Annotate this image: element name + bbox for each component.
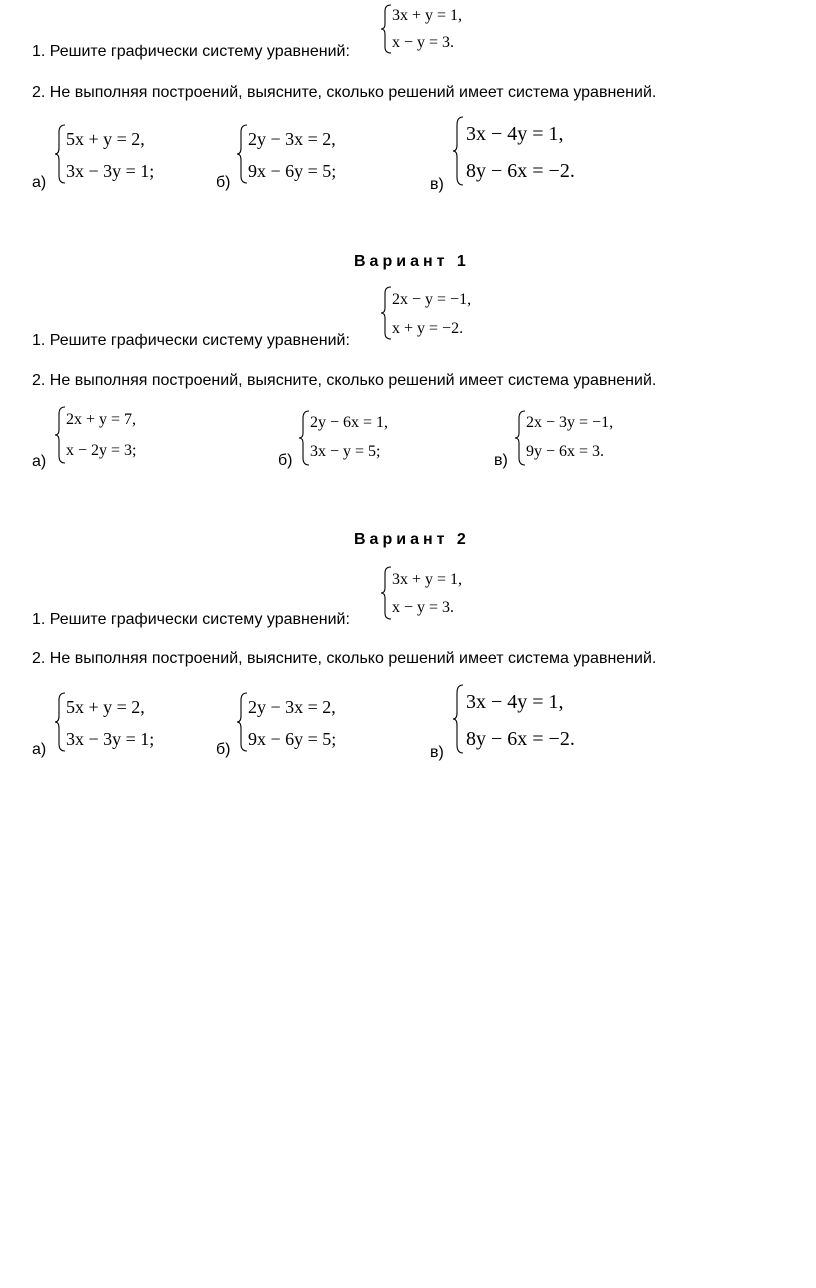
equation: 3x − 3y = 1; — [66, 161, 155, 181]
equation: 2x + y = 7, — [66, 411, 137, 428]
equation: 2y − 3x = 2, — [248, 697, 336, 717]
equation: 5x + y = 2, — [66, 129, 145, 149]
equation: x + y = −2. — [392, 320, 464, 337]
item-label-v: в) — [430, 744, 444, 761]
equation: 8y − 6x = −2. — [466, 160, 575, 182]
item-label-b: б) — [216, 741, 231, 758]
item-label-a: а) — [32, 174, 47, 191]
top-item-a-system — [54, 124, 174, 184]
v1-item-v-system — [514, 410, 634, 466]
item-label-a: а) — [32, 741, 47, 758]
equation: 5x + y = 2, — [66, 697, 145, 717]
equation: 3x − 4y = 1, — [466, 691, 564, 713]
equation: x − y = 3. — [392, 599, 455, 616]
equation: 9y − 6x = 3. — [526, 443, 605, 460]
variant2-heading: Вариант 2 — [354, 531, 470, 548]
equation: 8y − 6x = −2. — [466, 728, 575, 750]
equation: 3x − 4y = 1, — [466, 123, 564, 145]
task2-label: 2. Не выполняя построений, выясните, сколько решений имеет система уравнений. — [32, 84, 657, 101]
equation: 9x − 6y = 5; — [248, 729, 337, 749]
item-label-v: в) — [430, 176, 444, 193]
item-label-b: б) — [278, 452, 293, 469]
equation: 2x − y = −1, — [392, 291, 472, 308]
task2-label: 2. Не выполняя построений, выясните, сколько решений имеет система уравнений. — [32, 372, 657, 389]
v1-item-a-system — [54, 406, 164, 464]
equation: x − 2y = 3; — [66, 442, 137, 459]
v2-task1-system — [380, 566, 490, 620]
equation: 3x − 3y = 1; — [66, 729, 155, 749]
equation: 3x − y = 5; — [310, 443, 381, 460]
variant1-heading: Вариант 1 — [354, 253, 470, 270]
task1-label: 1. Решите графически систему уравнений: — [32, 43, 350, 60]
equation: 2y − 3x = 2, — [248, 129, 336, 149]
equation: 2x − 3y = −1, — [526, 414, 614, 431]
brace — [452, 684, 466, 754]
brace — [452, 116, 466, 186]
task2-label: 2. Не выполняя построений, выясните, сколько решений имеет система уравнений. — [32, 650, 657, 667]
top-task1-system — [380, 4, 490, 54]
equation: 3x + y = 1, — [392, 571, 463, 588]
task1-label: 1. Решите графически систему уравнений: — [32, 611, 350, 628]
v2-item-v-system — [452, 684, 602, 754]
top-item-b-system — [236, 124, 366, 184]
v1-task1-system — [380, 286, 500, 340]
item-label-v: в) — [494, 452, 508, 469]
v2-item-b-system — [236, 692, 366, 752]
equation: x − y = 3. — [392, 34, 455, 51]
item-label-a: а) — [32, 453, 47, 470]
equation: 3x + y = 1, — [392, 7, 463, 24]
v1-item-b-system — [298, 410, 408, 466]
equation: 2y − 6x = 1, — [310, 414, 389, 431]
task1-label: 1. Решите графически систему уравнений: — [32, 332, 350, 349]
v2-item-a-system — [54, 692, 174, 752]
equation: 9x − 6y = 5; — [248, 161, 337, 181]
item-label-b: б) — [216, 174, 231, 191]
top-item-v-system — [452, 116, 602, 186]
